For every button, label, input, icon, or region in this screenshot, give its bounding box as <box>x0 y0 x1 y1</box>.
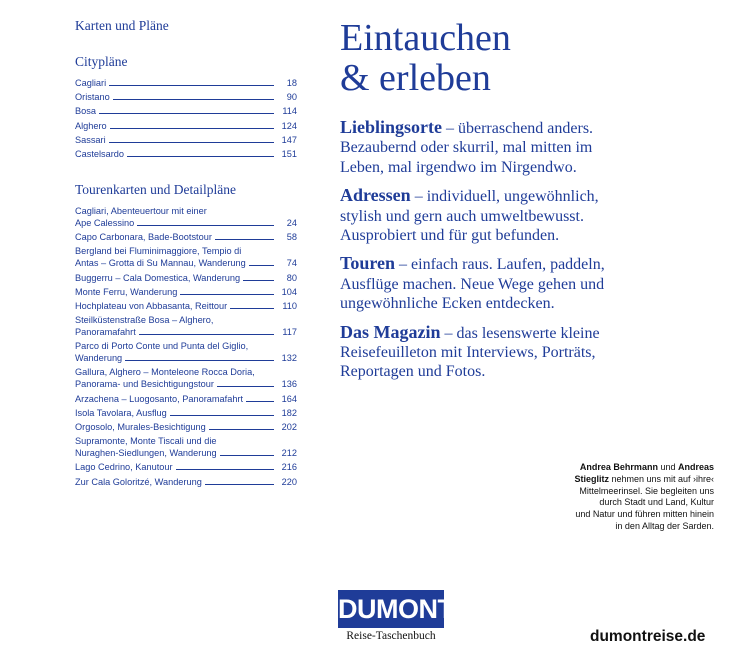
toc-row <box>75 286 297 298</box>
table-of-maps <box>75 18 297 490</box>
leader-line <box>246 401 274 402</box>
toc-page-number: 151 <box>281 148 297 159</box>
author-and: und <box>657 462 678 472</box>
section-title-tour-maps: Tourenkarten und Detailpläne <box>75 181 236 197</box>
toc-entry-name <box>75 421 277 433</box>
toc-entry-line: Steilküstenstraße Bosa – Alghero, <box>75 315 214 326</box>
toc-entry-line: Lago Cedrino, Kanutour <box>75 462 173 473</box>
toc-row <box>75 300 297 312</box>
feature-line <box>340 254 640 274</box>
leader-line <box>217 386 274 387</box>
toc-page-number: 182 <box>281 407 297 418</box>
toc-row <box>75 272 297 284</box>
toc-entry-line: Buggerru – Cala Domestica, Wanderung <box>75 272 241 283</box>
toc-page-number: 80 <box>286 272 297 283</box>
leader-line <box>127 156 274 157</box>
feature-keyword: Adressen <box>340 185 411 206</box>
toc-page-number: 24 <box>286 217 297 228</box>
author-blurb <box>540 462 714 533</box>
toc-entry-line: Hochplateau von Abbasanta, Reittour <box>75 300 228 311</box>
logo-subtitle: Reise-Taschenbuch <box>346 630 436 642</box>
toc-entry-last-line <box>75 257 277 269</box>
toc-row <box>75 421 297 433</box>
feature-line: Ausflüge machen. Neue Wege gehen und <box>340 275 605 293</box>
toc-entry-line: Isola Tavolara, Ausflug <box>75 407 167 418</box>
toc-entry-line: Cagliari, Abenteuertour mit einer <box>75 205 207 216</box>
toc-page-number: 220 <box>281 476 297 487</box>
logo-brand: DUMONT <box>338 590 444 628</box>
leader-line <box>137 225 274 226</box>
toc-page-number: 104 <box>281 286 297 297</box>
feature-block <box>340 186 640 245</box>
feature-line: Reisefeuilleton mit Interviews, Porträts, <box>340 344 596 362</box>
toc-row <box>75 314 297 338</box>
toc-entry-last-line <box>75 407 277 419</box>
leader-line <box>110 128 274 129</box>
toc-entry-name <box>75 286 277 298</box>
tour-map-list <box>75 205 297 488</box>
toc-row <box>75 393 297 405</box>
toc-row <box>75 91 297 103</box>
leader-line <box>209 429 274 430</box>
feature-block <box>340 323 640 382</box>
toc-entry-name <box>75 366 277 390</box>
toc-entry-line: Parco di Porto Conte und Punta del Giglio, <box>75 341 249 352</box>
author-line-4: durch Stadt und Land, Kultur <box>599 497 714 508</box>
toc-row <box>75 245 297 269</box>
toc-entry-line: Wanderung <box>75 353 123 364</box>
toc-entry-line: Capo Carbonara, Bade-Bootstour <box>75 232 212 243</box>
toc-row <box>75 134 297 146</box>
toc-entry-last-line <box>75 393 277 405</box>
city-map-list <box>75 77 297 160</box>
leader-line <box>139 334 274 335</box>
toc-entry-last-line <box>75 447 277 459</box>
toc-entry-name: Sassari <box>75 134 106 145</box>
toc-entry-name <box>75 407 277 419</box>
toc-entry-line: Panorama- und Besichtigungstour <box>75 379 214 390</box>
toc-entry-line: Bergland bei Fluminimaggiore, Tempio di <box>75 246 242 257</box>
author-name-2b: Stieglitz <box>574 473 609 484</box>
toc-page-number: 216 <box>281 462 297 473</box>
feature-line: Bezaubernd oder skurril, mal mitten im <box>340 139 593 157</box>
toc-page-number: 110 <box>282 300 297 311</box>
leader-line <box>99 113 274 114</box>
toc-entry-line: Arzachena – Luogosanto, Panoramafahrt <box>75 393 244 404</box>
dumont-logo <box>338 590 454 642</box>
toc-entry-last-line <box>75 286 277 298</box>
feature-keyword: Das Magazin <box>340 321 441 342</box>
toc-entry-name <box>75 435 277 459</box>
toc-page-number: 114 <box>282 106 297 117</box>
leader-line <box>109 142 274 143</box>
feature-line <box>340 186 640 206</box>
feature-text: – das lesenswerte kleine <box>440 324 600 342</box>
toc-entry-line: Zur Cala Goloritzé, Wanderung <box>75 476 202 487</box>
feature-text: – einfach raus. Laufen, paddeln, <box>395 256 605 274</box>
toc-entry-line: Ape Calessino <box>75 217 135 228</box>
toc-entry-name <box>75 245 277 269</box>
leader-line <box>176 469 274 470</box>
toc-row <box>75 105 297 117</box>
leader-line <box>215 239 274 240</box>
headline <box>340 18 511 98</box>
toc-entry-last-line <box>75 352 277 364</box>
leader-line <box>109 85 274 86</box>
toc-entry-last-line <box>75 231 277 243</box>
toc-entry-line: Antas – Grotta di Su Mannau, Wanderung <box>75 258 246 269</box>
toc-entry-name <box>75 272 277 284</box>
leader-line <box>125 360 274 361</box>
feature-text: – überraschend anders. <box>442 120 594 137</box>
toc-page-number: 58 <box>286 232 297 243</box>
toc-row <box>75 120 297 132</box>
leader-line <box>249 265 274 266</box>
toc-entry-name <box>75 231 277 243</box>
toc-page-number: 18 <box>286 78 297 88</box>
headline-line-1: Eintauchen <box>340 17 511 59</box>
feature-line: Reportagen und Fotos. <box>340 363 486 381</box>
feature-text: – individuell, ungewöhnlich, <box>410 188 599 206</box>
toc-entry-last-line <box>75 461 277 473</box>
toc-entry-line: Panoramafahrt <box>75 327 136 338</box>
headline-line-2: & erleben <box>340 57 491 99</box>
toc-row <box>75 231 297 243</box>
toc-row <box>75 148 297 160</box>
toc-entry-last-line <box>75 326 277 338</box>
feature-line: Ausprobiert und für gut befunden. <box>340 227 560 245</box>
toc-entry-line: Nuraghen-Siedlungen, Wanderung <box>75 448 217 459</box>
toc-row <box>75 407 297 419</box>
toc-entry-last-line <box>75 378 277 390</box>
toc-entry-name: Alghero <box>75 120 107 131</box>
author-line-5: und Natur und führen mitten hinein <box>575 509 714 520</box>
website-url[interactable]: dumontreise.de <box>590 628 706 645</box>
feature-line: Leben, mal irgendwo im Nirgendwo. <box>340 158 577 176</box>
toc-row <box>75 340 297 364</box>
toc-entry-last-line <box>75 476 277 488</box>
toc-entry-name <box>75 340 277 364</box>
author-line-6: in den Alltag der Sarden. <box>615 520 714 531</box>
section-title-maps: Karten und Pläne <box>75 18 169 33</box>
toc-entry-line: Gallura, Alghero – Monteleone Rocca Doria, <box>75 367 255 378</box>
toc-page-number: 124 <box>281 120 297 131</box>
toc-entry-last-line <box>75 300 277 312</box>
toc-entry-name: Bosa <box>75 106 96 117</box>
toc-entry-last-line <box>75 272 277 284</box>
toc-entry-line: Supramonte, Monte Tiscali und die <box>75 436 217 447</box>
leader-line <box>180 294 274 295</box>
toc-entry-line: Monte Ferru, Wanderung <box>75 286 178 297</box>
toc-entry-name: Oristano <box>75 92 110 103</box>
feature-block <box>340 118 640 177</box>
toc-row <box>75 205 297 229</box>
section-title-city-maps: Citypläne <box>75 54 128 69</box>
toc-row <box>75 77 297 89</box>
feature-keyword: Lieblingsorte <box>340 117 442 137</box>
author-line-2 <box>540 474 714 486</box>
leader-line <box>220 455 274 456</box>
toc-page-number: 90 <box>286 92 297 103</box>
toc-entry-name <box>75 393 277 405</box>
toc-page-number: 147 <box>281 134 297 145</box>
feature-line: ungewöhnliche Ecken entdecken. <box>340 295 555 313</box>
feature-keyword: Touren <box>340 253 396 274</box>
leader-line <box>230 308 274 309</box>
leader-line <box>205 484 274 485</box>
toc-entry-name <box>75 461 277 473</box>
toc-page-number: 202 <box>281 422 297 432</box>
toc-entry-name <box>75 300 277 312</box>
toc-page-number: 212 <box>281 448 297 459</box>
author-name-1: Andrea Behrmann <box>579 462 658 472</box>
toc-row <box>75 476 297 488</box>
toc-row <box>75 461 297 473</box>
toc-row <box>75 366 297 390</box>
leader-line <box>170 415 274 416</box>
feature-line <box>340 323 640 343</box>
toc-entry-name <box>75 476 277 488</box>
toc-page-number: 164 <box>281 393 297 404</box>
toc-entry-name <box>75 205 277 229</box>
author-line-2-rest: nehmen uns mit auf ›ihre‹ <box>608 473 714 484</box>
toc-entry-last-line <box>75 421 277 433</box>
toc-entry-name <box>75 314 277 338</box>
author-line-1 <box>540 462 714 474</box>
toc-row <box>75 435 297 459</box>
toc-page-number: 117 <box>282 327 297 338</box>
author-name-2: Andreas <box>677 462 714 472</box>
feature-block <box>340 254 640 313</box>
feature-line <box>340 118 640 138</box>
feature-blocks <box>340 118 640 391</box>
toc-entry-name: Cagliari <box>75 78 107 88</box>
author-line-3: Mittelmeerinsel. Sie begleiten uns <box>579 485 714 496</box>
leader-line <box>113 99 274 100</box>
toc-entry-last-line <box>75 217 277 229</box>
toc-entry-line: Orgosolo, Murales-Besichtigung <box>75 422 206 432</box>
leader-line <box>243 280 274 281</box>
toc-entry-name: Castelsardo <box>75 148 125 159</box>
toc-page-number: 74 <box>286 258 297 269</box>
toc-page-number: 132 <box>281 353 297 364</box>
feature-line: stylish und gern auch umweltbewusst. <box>340 207 584 225</box>
toc-page-number: 136 <box>281 379 297 390</box>
